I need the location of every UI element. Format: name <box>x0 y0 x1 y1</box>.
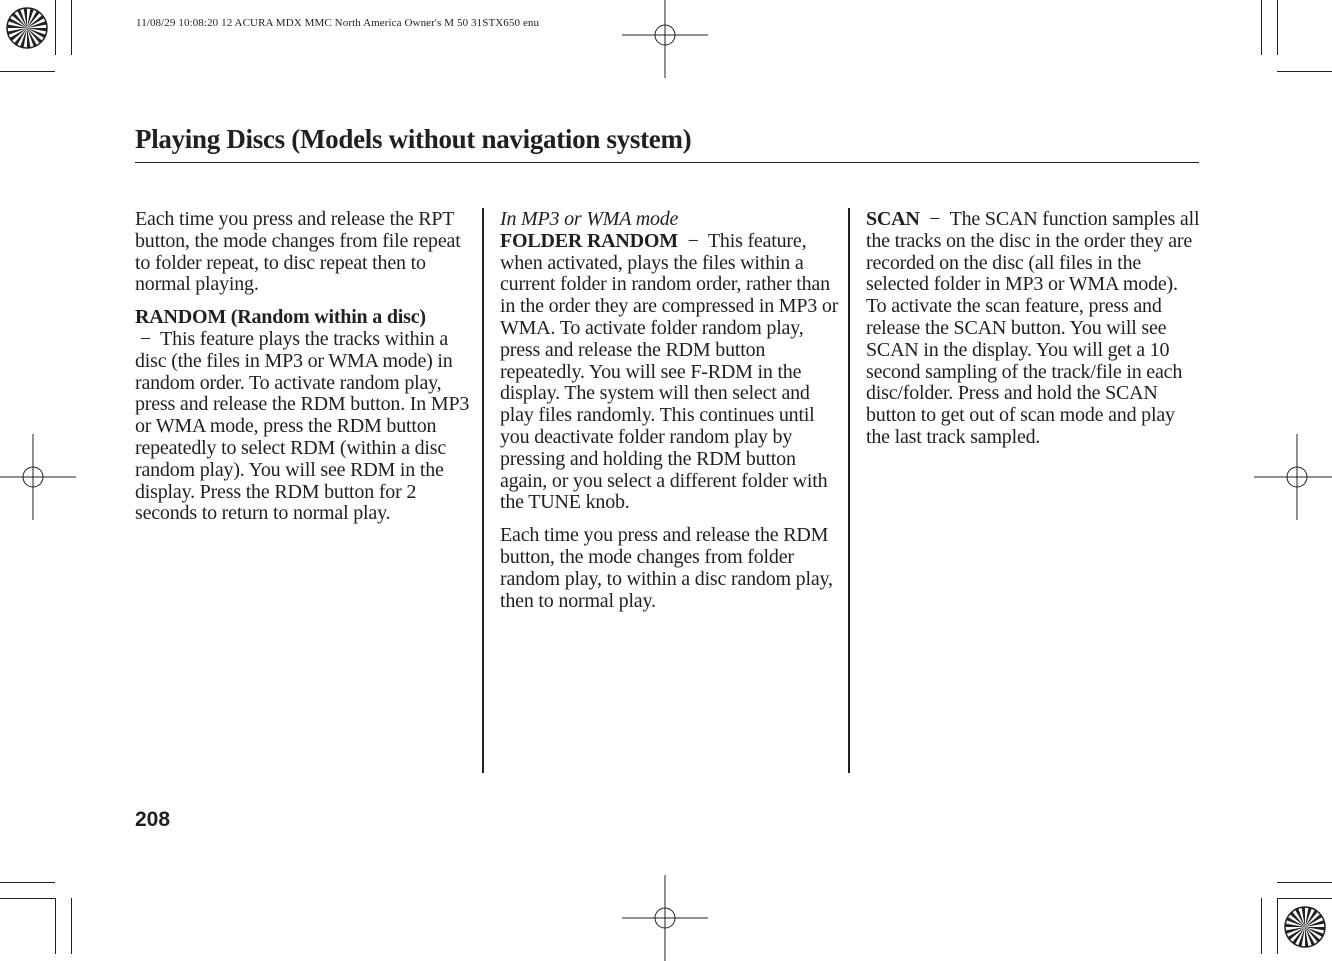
random-heading: RANDOM (Random within a disc) <box>135 306 426 329</box>
crop-mark-bl-v2 <box>71 898 72 954</box>
mode-subheading: In MP3 or WMA mode <box>500 208 679 230</box>
registration-mark-top-icon <box>622 0 708 78</box>
crop-mark-br-v2 <box>1277 898 1278 954</box>
crop-mark-br-h2 <box>1277 898 1332 899</box>
crop-mark-tr-v <box>1261 0 1262 55</box>
folder-random-paragraph <box>500 209 840 514</box>
page-title: Playing Discs (Models without navigation system) <box>135 124 692 154</box>
column-3 <box>866 209 1201 460</box>
page-number: 208 <box>135 808 171 831</box>
crop-mark-tl-v2 <box>55 0 56 55</box>
scan-body: The SCAN function samples all the tracks on the disc in the order they are recorded on the disc (all files in the selected folder in MP3 or WMA mode). To activate the scan feature, press and release the SCAN button. You will see SCAN in the display. You will get a 10 second sampling of the track/file in each disc/folder. Press and hold the SCAN button to get out of scan mode and play the last track sampled. <box>866 208 1200 448</box>
crop-mark-bl-h <box>0 882 55 883</box>
print-job-info: 11/08/29 10:08:20 12 ACURA MDX MMC North America Owner's M 50 31STX650 enu <box>136 17 540 29</box>
print-starburst-icon <box>5 6 49 50</box>
crop-mark-br-v <box>1261 898 1262 954</box>
crop-mark-tr-v2 <box>1277 0 1278 55</box>
random-body: This feature plays the tracks within a disc (the files in MP3 or WMA mode) in random order. To activate random play, press and release the RDM button. In MP3 or WMA mode, press the RDM button repeatedly to select RDM (within a disc random play). You will see RDM in the display. Press the RDM button for 2 seconds to return to normal play. <box>135 327 470 525</box>
crop-mark-tl-v <box>71 0 72 55</box>
registration-mark-left-icon <box>0 434 76 520</box>
rdm-mode-paragraph: Each time you press and release the RDM button, the mode changes from folder random play, to within a disc random play, then to normal play. <box>500 524 833 612</box>
column-divider <box>482 208 484 773</box>
scan-paragraph <box>866 209 1201 449</box>
em-dash: − <box>687 229 699 252</box>
title-rule <box>135 162 1199 163</box>
em-dash: − <box>139 327 151 350</box>
rpt-paragraph: Each time you press and release the RPT button, the mode changes from file repeat to folder repeat, to disc repeat then to normal playing. <box>135 208 461 296</box>
column-divider <box>848 208 850 773</box>
random-paragraph <box>135 307 470 525</box>
crop-mark-bl-h2 <box>0 898 55 899</box>
folder-random-body: This feature, when activated, plays the files within a current folder in random order, rather than in the order they are compressed in MP3 or WMA. To activate folder random play, press and release the RDM button repeatedly. You will see F-RDM in the display. The system will then select and play files randomly. This continues until you deactivate folder random play by pressing and holding the RDM button again, or you select a different folder with the TUNE knob. <box>500 229 839 514</box>
crop-mark-tr-h <box>1277 71 1332 72</box>
registration-mark-bottom-icon <box>622 875 708 961</box>
column-1 <box>135 209 470 536</box>
scan-heading: SCAN <box>866 208 920 230</box>
crop-mark-tl-h <box>0 71 55 72</box>
print-starburst-icon <box>1283 905 1327 949</box>
folder-random-heading: FOLDER RANDOM <box>500 229 678 252</box>
crop-mark-br-h <box>1277 882 1332 883</box>
em-dash: − <box>929 208 941 230</box>
crop-mark-bl-v <box>55 898 56 954</box>
registration-mark-right-icon <box>1254 434 1332 520</box>
column-2 <box>500 209 840 623</box>
